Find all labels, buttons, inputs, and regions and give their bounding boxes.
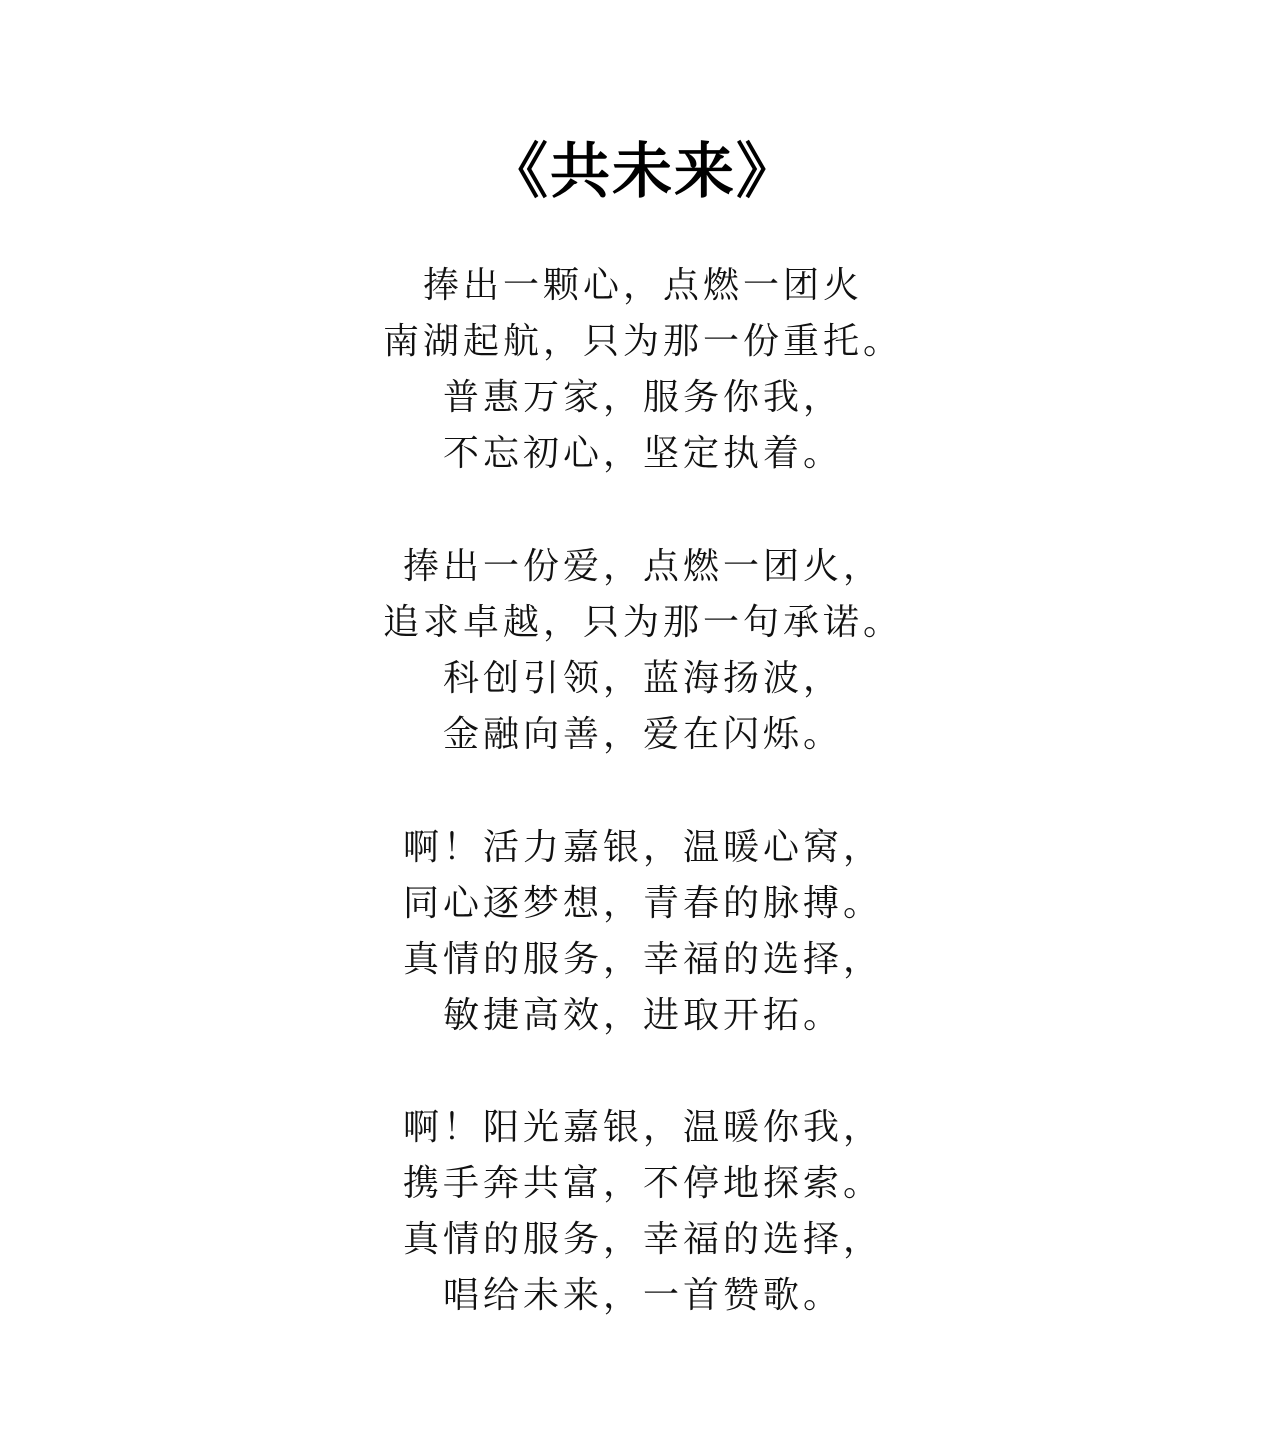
stanza-4	[0, 1100, 1286, 1324]
poem-title: 《共未来》	[488, 137, 798, 207]
poem-line: 携手奔共富，不停地探索。	[402, 1163, 883, 1204]
poem-line: 追求卓越，只为那一句承诺。	[382, 602, 903, 643]
stanza-2	[0, 539, 1286, 763]
poem-line: 普惠万家，服务你我，	[442, 377, 843, 418]
poem-line: 敏捷高效，进取开拓。	[442, 995, 843, 1036]
stanza-3	[0, 820, 1286, 1044]
poem-line: 真情的服务，幸福的选择，	[402, 1219, 883, 1260]
poem-line: 捧出一份爱，点燃一团火，	[402, 546, 883, 587]
poem-line: 南湖起航，只为那一份重托。	[382, 321, 903, 362]
poem-line: 啊！阳光嘉银，温暖你我，	[402, 1107, 883, 1148]
poem-line: 不忘初心，坚定执着。	[442, 433, 843, 474]
stanza-1	[0, 258, 1286, 482]
poem-line: 捧出一颗心，点燃一团火	[422, 265, 863, 306]
poem-line: 真情的服务，幸福的选择，	[402, 939, 883, 980]
poem-line: 金融向善，爱在闪烁。	[442, 714, 843, 755]
poem-line: 科创引领，蓝海扬波，	[442, 658, 843, 699]
poem-line: 啊！活力嘉银，温暖心窝，	[402, 827, 883, 868]
poem-line: 同心逐梦想，青春的脉搏。	[402, 883, 883, 924]
poem-line: 唱给未来，一首赞歌。	[442, 1275, 843, 1316]
